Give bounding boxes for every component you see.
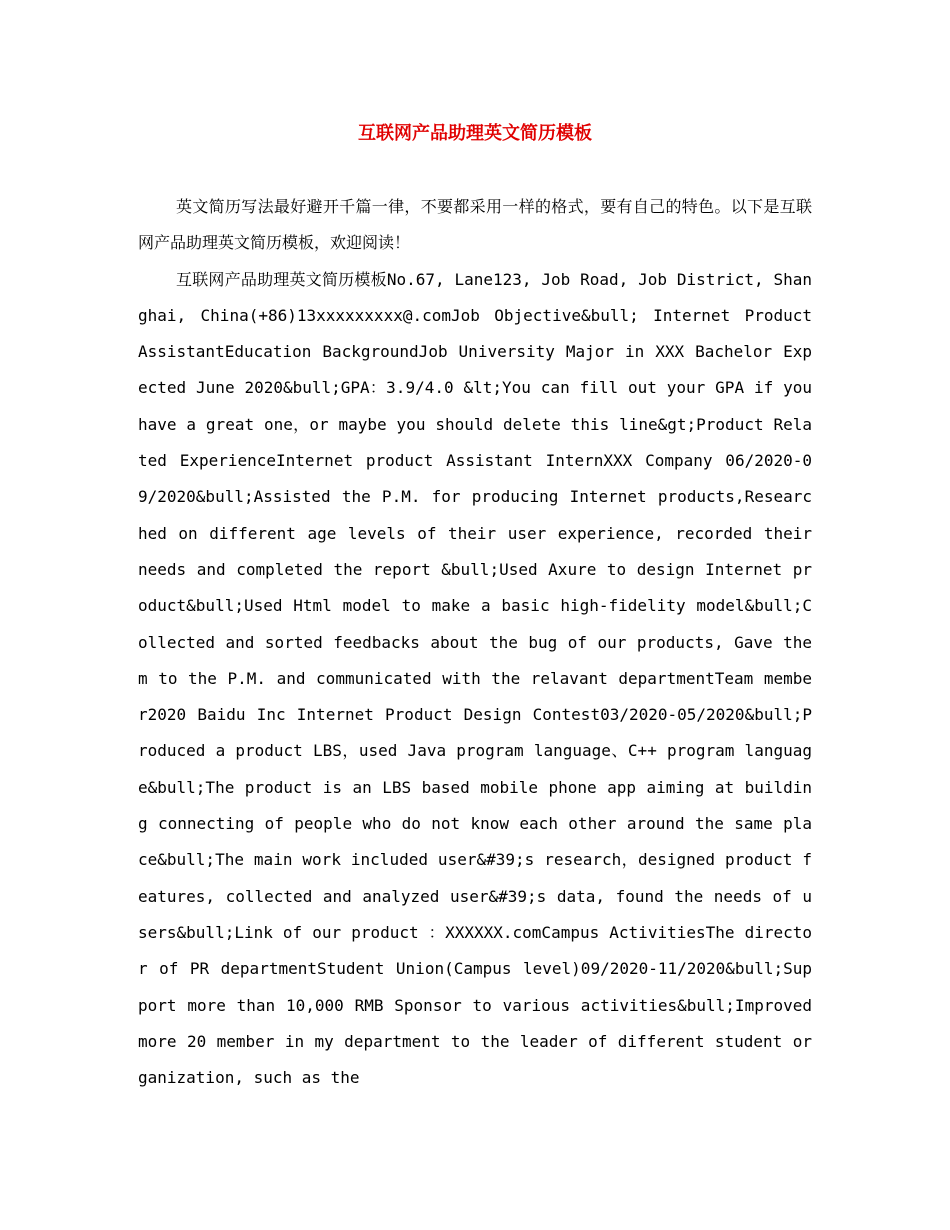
document-body	[138, 189, 812, 1096]
resume-template-paragraph: 互联网产品助理英文简历模板No.67, Lane123, Job Road, Job District, Shanghai, China(+86)13xxxxxxxxx@.comJob Objective&bull; Internet Product AssistantEducation BackgroundJob University Major in XXX Bachelor Expected June 2020&bull;GPA：3.9/4.0 &lt;You can fill out your GPA if you have a great one，or maybe you should delete this line&gt;Product Related ExperienceInternet product Assistant InternXXX Company 06/2020-09/2020&bull;Assisted the P.M. for producing Internet products,Researched on different age levels of their user experience, recorded their needs and completed the report &bull;Used Axure to design Internet product&bull;Used Html model to make a basic high-fidelity model&bull;Collected and sorted feedbacks about the bug of our products, Gave them to the P.M. and communicated with the relavant departmentTeam member2020 Baidu Inc Internet Product Design Contest03/2020-05/2020&bull;Produced a product LBS，used Java program language、C++ program language&bull;The product is an LBS based mobile phone app aiming at building connecting of people who do not know each other around the same place&bull;The main work included user&#39;s research，designed product features, collected and analyzed user&#39;s data, found the needs of users&bull;Link of our product ：XXXXXX.comCampus ActivitiesThe director of PR departmentStudent Union(Campus level)09/2020-11/2020&bull;Support more than 10,000 RMB Sponsor to various activities&bull;Improved more 20 member in my department to the leader of different student organization, such as the	[138, 269, 813, 1088]
document-title: 互联网产品助理英文简历模板	[358, 123, 592, 144]
intro-paragraph: 英文简历写法最好避开千篇一律，不要都采用一样的格式，要有自己的特色。以下是互联网产品助理英文简历模板，欢迎阅读！	[138, 197, 812, 253]
